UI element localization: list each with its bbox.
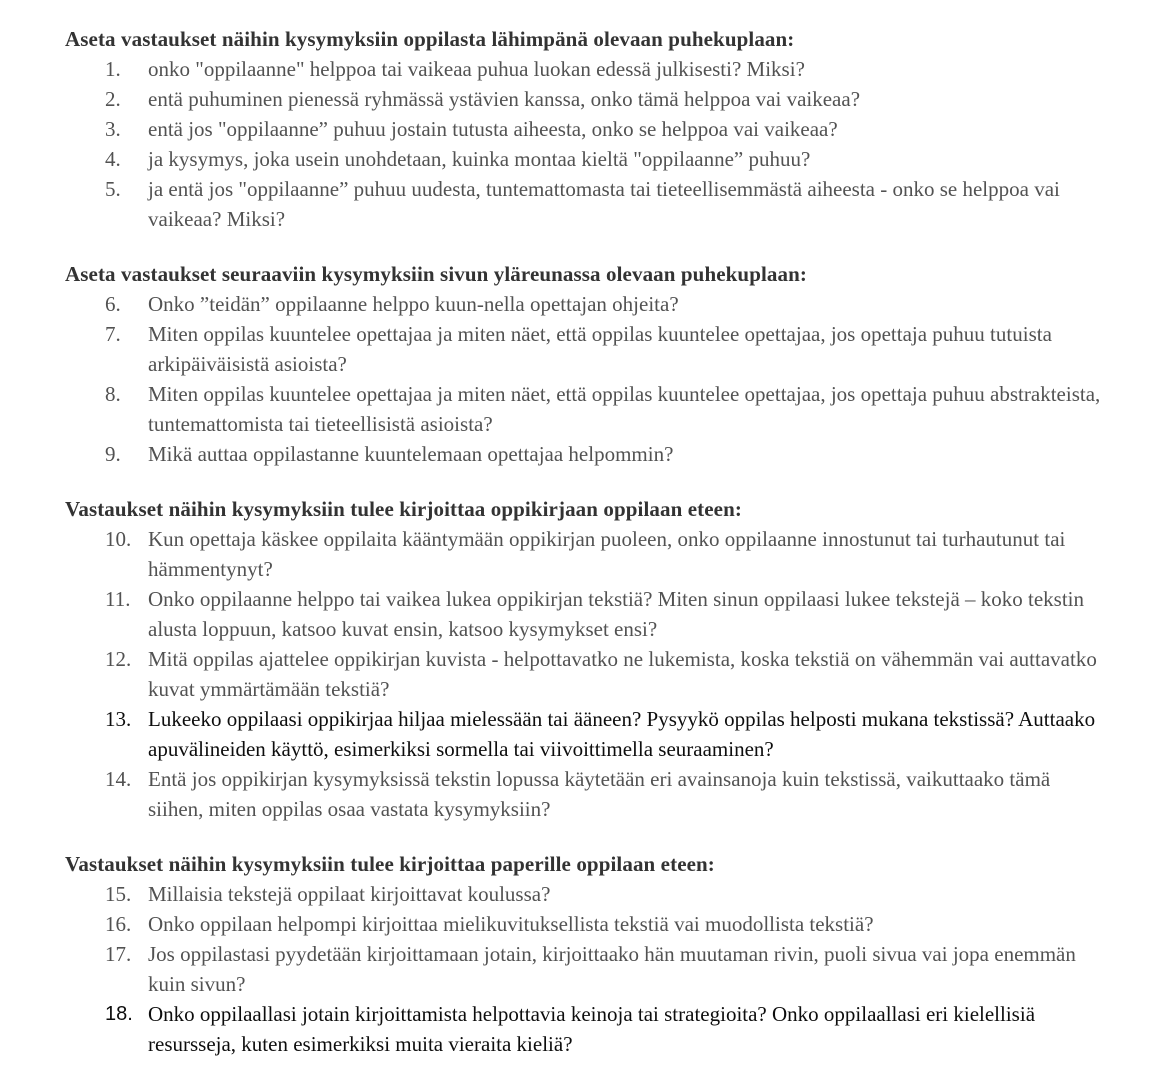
question-item [65,644,1115,704]
question-item [65,584,1115,644]
section-heading: Aseta vastaukset seuraaviin kysymyksiin sivun yläreunassa olevaan puhekuplaan: [65,262,807,286]
question-item [65,939,1115,999]
question-number: 8. [105,382,121,406]
question-text: Onko oppilaan helpompi kirjoittaa mielikuvituksellista tekstiä vai muodollista tekstiä? [148,912,874,936]
question-item [65,704,1115,764]
question-item [65,999,1115,1059]
question-text: ja entä jos "oppilaanne” puhuu uudesta, tuntemattomasta tai tieteellisemmästä aiheesta - onko se helppoa vai vaikeaa? Miksi? [148,177,1060,231]
question-text: Jos oppilastasi pyydetään kirjoittamaan jotain, kirjoittaako hän muutaman rivin, puoli sivua vai jopa enemmän kuin sivun? [148,942,1076,996]
question-text: Miten oppilas kuuntelee opettajaa ja miten näet, että oppilas kuuntelee opettajaa, jos opettaja puhuu abstrakteista, tuntemattomista tai tieteellisistä asioista? [148,382,1101,436]
question-item [65,84,1115,114]
question-number: 4. [105,147,121,171]
question-number: 2. [105,87,121,111]
question-text: Kun opettaja käskee oppilaita kääntymään oppikirjan puoleen, onko oppilaanne innostunut tai turhautunut tai hämmentynyt? [148,527,1066,581]
question-number: 10. [105,527,132,551]
question-text: Onko ”teidän” oppilaanne helppo kuun-nella opettajan ohjeita? [148,292,679,316]
question-item [65,439,1115,469]
question-item [65,764,1115,824]
question-text: Lukeeko oppilaasi oppikirjaa hiljaa mielessään tai ääneen? Pysyykö oppilas helposti mukana tekstissä? Auttaako apuvälineiden käyttö, esimerkiksi sormella tai viivoittimella seuraaminen? [148,707,1096,761]
section-write-in-textbook [65,494,1115,824]
question-number: 13. [105,707,132,731]
question-text: Mikä auttaa oppilastanne kuuntelemaan opettajaa helpommin? [148,442,674,466]
question-number: 16. [105,912,132,936]
question-text: onko "oppilaanne" helppoa tai vaikeaa puhua luokan edessä julkisesti? Miksi? [148,57,805,81]
question-number: 7. [105,322,121,346]
question-item [65,879,1115,909]
question-text: Mitä oppilas ajattelee oppikirjan kuvista - helpottavatko ne lukemista, koska tekstiä on vähemmän vai auttavatko kuvat ymmärtämään tekstiä? [148,647,1097,701]
section-heading: Aseta vastaukset näihin kysymyksiin oppilasta lähimpänä olevaan puhekuplaan: [65,27,795,51]
section-write-on-paper [65,849,1115,1059]
section-heading: Vastaukset näihin kysymyksiin tulee kirjoittaa paperille oppilaan eteen: [65,852,715,876]
question-item [65,174,1115,234]
question-number: 9. [105,442,121,466]
question-item [65,54,1115,84]
question-number: 11. [105,587,131,611]
question-text: Onko oppilaanne helppo tai vaikea lukea oppikirjan tekstiä? Miten sinun oppilaasi lukee tekstejä – koko tekstin alusta loppuun, katsoo kuvat ensin, katsoo kysymykset ensi? [148,587,1085,641]
question-item [65,144,1115,174]
question-item [65,289,1115,319]
question-text: Onko oppilaallasi jotain kirjoittamista helpottavia keinoja tai strategioita? Onko oppilaallasi eri kielellisiä resursseja, kuten esimerkiksi muita vieraita kieliä? [148,1002,1036,1056]
question-text: ja kysymys, joka usein unohdetaan, kuinka montaa kieltä "oppilaanne” puhuu? [148,147,811,171]
question-text: Miten oppilas kuuntelee opettajaa ja miten näet, että oppilas kuuntelee opettajaa, jos opettaja puhuu tutuista arkipäiväisistä asioista? [148,322,1052,376]
question-number: 6. [105,292,121,316]
section-speech-bubble-top-of-page [65,259,1115,469]
question-text: entä jos "oppilaanne” puhuu jostain tutusta aiheesta, onko se helppoa vai vaikeaa? [148,117,838,141]
question-item [65,909,1115,939]
question-item [65,379,1115,439]
question-text: entä puhuminen pienessä ryhmässä ystävien kanssa, onko tämä helppoa vai vaikeaa? [148,87,861,111]
question-item [65,319,1115,379]
question-number: 15. [105,882,132,906]
question-number: 12. [105,647,132,671]
question-number: 3. [105,117,121,141]
question-number: 14. [105,767,132,791]
question-number: 17. [105,942,132,966]
question-text: Millaisia tekstejä oppilaat kirjoittavat koulussa? [148,882,551,906]
section-speech-bubble-near-student [65,24,1115,234]
question-number: 1. [105,57,121,81]
question-item [65,524,1115,584]
question-number: 5. [105,177,121,201]
section-heading: Vastaukset näihin kysymyksiin tulee kirjoittaa oppikirjaan oppilaan eteen: [65,497,742,521]
question-item [65,114,1115,144]
question-text: Entä jos oppikirjan kysymyksissä tekstin lopussa käytetään eri avainsanoja kuin tekstissä, vaikuttaako tämä siihen, miten oppilas osaa vastata kysymyksiin? [148,767,1051,821]
question-number: 18. [105,1003,133,1025]
